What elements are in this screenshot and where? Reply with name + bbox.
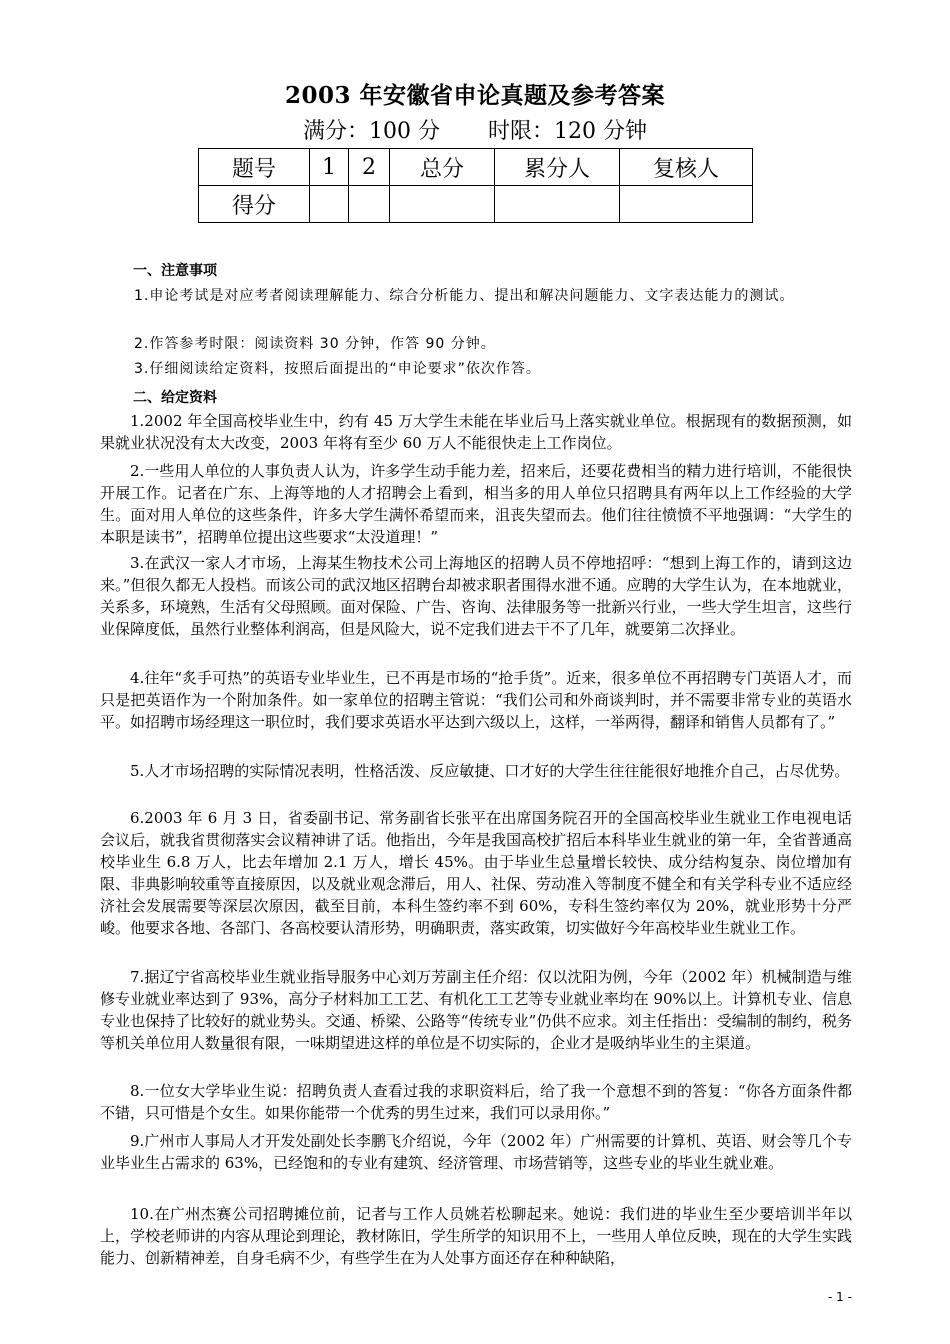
time-limit: 时限：120 分钟 [488,119,647,144]
material-paragraph: 7.据辽宁省高校毕业生就业指导服务中心刘万芳副主任介绍：仅以沈阳为例，今年（2002 年）机械制造与维修专业就业率达到了 93%，高分子材料加工工艺、有机化工工艺等专业就业率均在 90%以上。计算机专业、信息专业也保持了比较好的就业势头。交通、桥梁、公路等“传统专业”仍供不应求。刘主任指出：受编制的制约，税务等机关单位用人数量很有限，一味期望进这样的单位是不切实际的，企业才是吸纳毕业生的主渠道。 [100,968,852,1052]
section-heading-materials: 二、给定资料 [133,390,217,406]
exam-info [0,114,950,145]
material-paragraph: 4.往年“炙手可热”的英语专业毕业生，已不再是市场的“抢手货”。近来，很多单位不再招聘专门英语人才，而只是把英语作为一个附加条件。如一家单位的招聘主管说：“我们公司和外商谈判时，并不需要非常专业的英语水平。如招聘市场经理这一职位时，我们要求英语水平达到六级以上，这样，一举两得，翻译和销售人员都有了。” [100,669,852,731]
score-table-score-row [199,186,753,223]
material-paragraph: 5.人才市场招聘的实际情况表明，性格活泼、反应敏捷、口才好的大学生往往能很好地推介自己，占尽优势。 [130,762,850,780]
note-item: 3.仔细阅读给定资料，按照后面提出的“申论要求”依次作答。 [134,361,541,377]
table-cell: 题号 [199,149,310,186]
material-paragraph: 3.在武汉一家人才市场，上海某生物技术公司上海地区的招聘人员不停地招呼：“想到上海工作的，请到这边来。”但很久都无人投档。而该公司的武汉地区招聘台却被求职者围得水泄不通。应聘的大学生认为，在本地就业，关系多，环境熟，生活有父母照顾。面对保险、广告、咨询、法律服务等一批新兴行业，一些大学生坦言，这些行业保障度低，虽然行业整体利润高，但是风险大，说不定我们进去干不了几年，就要第二次择业。 [100,554,852,638]
material-paragraph: 1.2002 年全国高校毕业生中，约有 45 万大学生未能在毕业后马上落实就业单位。根据现有的数据预测，如果就业状况没有太大改变，2003 年将有至少 60 万人不能很快走上工作岗位。 [100,412,852,452]
score-cell-1 [310,186,349,223]
table-cell: 累分人 [495,149,620,186]
note-item: 2.作答参考时限：阅读资料 30 分钟，作答 90 分钟。 [134,336,496,352]
material-paragraph: 6.2003 年 6 月 3 日，省委副书记、常务副省长张平在出席国务院召开的全国高校毕业生就业工作电视电话会议后，就我省贯彻落实会议精神讲了话。他指出，今年是我国高校扩招后本科毕业生就业的第一年，全省普通高校毕业生 6.8 万人，比去年增加 2.1 万人，增长 45%。由于毕业生总量增长较快、成分结构复杂、岗位增加有限、非典影响较重等直接原因，以及就业观念滞后，用人、社保、劳动准入等制度不健全和有关学科专业不适应经济社会发展需要等深层次原因，截至目前，本科生签约率不到 60%，专科生签约率仅为 20%，就业形势十分严峻。他要求各地、各部门、各高校要认清形势，明确职责，落实政策，切实做好今年高校毕业生就业工作。 [100,809,852,937]
page-number: - 1 - [828,1290,852,1304]
document-title: 2003 年安徽省申论真题及参考答案 [284,82,666,109]
score-table [198,148,753,223]
full-score: 满分：100 分 [303,119,440,144]
table-cell: 总分 [390,149,495,186]
note-item: 1.申论考试是对应考者阅读理解能力、综合分析能力、提出和解决问题能力、文字表达能力的测试。 [134,288,795,304]
score-cell-accumulator [495,186,620,223]
table-cell: 2 [349,149,390,186]
score-table-header-row [199,149,753,186]
material-paragraph: 2.一些用人单位的人事负责人认为，许多学生动手能力差，招来后，还要花费相当的精力进行培训，不能很快开展工作。记者在广东、上海等地的人才招聘会上看到，相当多的用人单位只招聘具有两年以上工作经验的大学生。面对用人单位的这些条件，许多大学生满怀希望而来，沮丧失望而去。他们往往愤愤不平地强调：“大学生的本职是读书”，招聘单位提出这些要求“太没道理！” [100,462,852,546]
table-cell: 1 [310,149,349,186]
section-heading-notes: 一、注意事项 [133,263,217,279]
table-cell: 复核人 [620,149,753,186]
table-cell: 得分 [199,186,310,223]
material-paragraph: 9.广州市人事局人才开发处副处长李鹏飞介绍说，今年（2002 年）广州需要的计算机、英语、财会等几个专业毕业生占需求的 63%，已经饱和的专业有建筑、经济管理、市场营销等，这些专业的毕业生就业难。 [100,1132,852,1172]
score-cell-reviewer [620,186,753,223]
score-cell-total [390,186,495,223]
score-cell-2 [349,186,390,223]
material-paragraph: 8.一位女大学毕业生说：招聘负责人查看过我的求职资料后，给了我一个意想不到的答复：“你各方面条件都不错，只可惜是个女生。如果你能带一个优秀的男生过来，我们可以录用你。” [100,1082,852,1122]
material-paragraph: 10.在广州杰赛公司招聘摊位前，记者与工作人员姚若松聊起来。她说：我们进的毕业生至少要培训半年以上，学校老师讲的内容从理论到理论，教材陈旧，学生所学的知识用不上，一些用人单位反映，现在的大学生实践能力、创新精神差，自身毛病不少，有些学生在为人处事方面还存在种种缺陷， [100,1205,852,1267]
